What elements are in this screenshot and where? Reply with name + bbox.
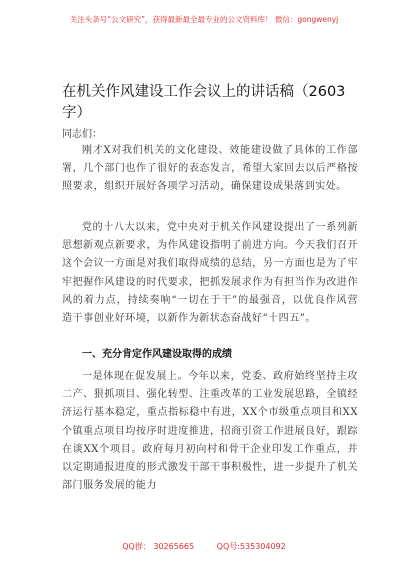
section-paragraph: 一是体现在促发展上。今年以来，党委、政府始终坚持主攻二产、狠抓项目、强化转型、注重改革的工业发展思路，全镇经济运行基本稳定，重点指标稳中有进，XX个市级重点项目和XX个镇重点项目均按序时进度推进，招商引资工作进展良好，跟踪在谈XX个项目。政府每月初向村和骨干企业印发工作重点，并以定期通报进度的形式激发干部干事积极性，进一步提升了机关部门服务发展的能力 (62, 371, 358, 492)
document-title: 在机关作风建设工作会议上的讲话稿（2603字） (62, 84, 346, 121)
footer-contact (0, 541, 408, 552)
paragraph-1: 刚才X对我们机关的文化建设、效能建设做了具体的工作部署，几个部门也作了很好的表态发言，希望大家回去以后严格按照要求，组织开展好各项学习活动，确保建设成果落到实处。 (62, 145, 358, 193)
section-heading: 一、充分肯定作风建设取得的成绩 (82, 349, 232, 360)
paragraph-2: 党的十八大以来，党中央对于机关作风建设提出了一系列新思想新观点新要求，为作风建设指明了前进方向。今天我们召开这个会议一方面是对我们取得成绩的总结，另一方面也是为了牢牢把握作风建设的时代要求，把抓发展求作为有担当作为改进作风的着力点，持续奏响“一切在于干”的最强音，以优良作风营造干事创业好环境，以新作为新状态奋战好“十四五”。 (62, 222, 358, 325)
top-banner: 关注头条号“公文研究”，获得最新最全最专业的公文资料库！ 微信：gongwenyj (69, 15, 339, 24)
qq-group-text: QQ群： 30265665 (122, 542, 195, 551)
salutation: 同志们： (62, 129, 102, 140)
qq-number-text: QQ号:535304092 (216, 542, 286, 551)
